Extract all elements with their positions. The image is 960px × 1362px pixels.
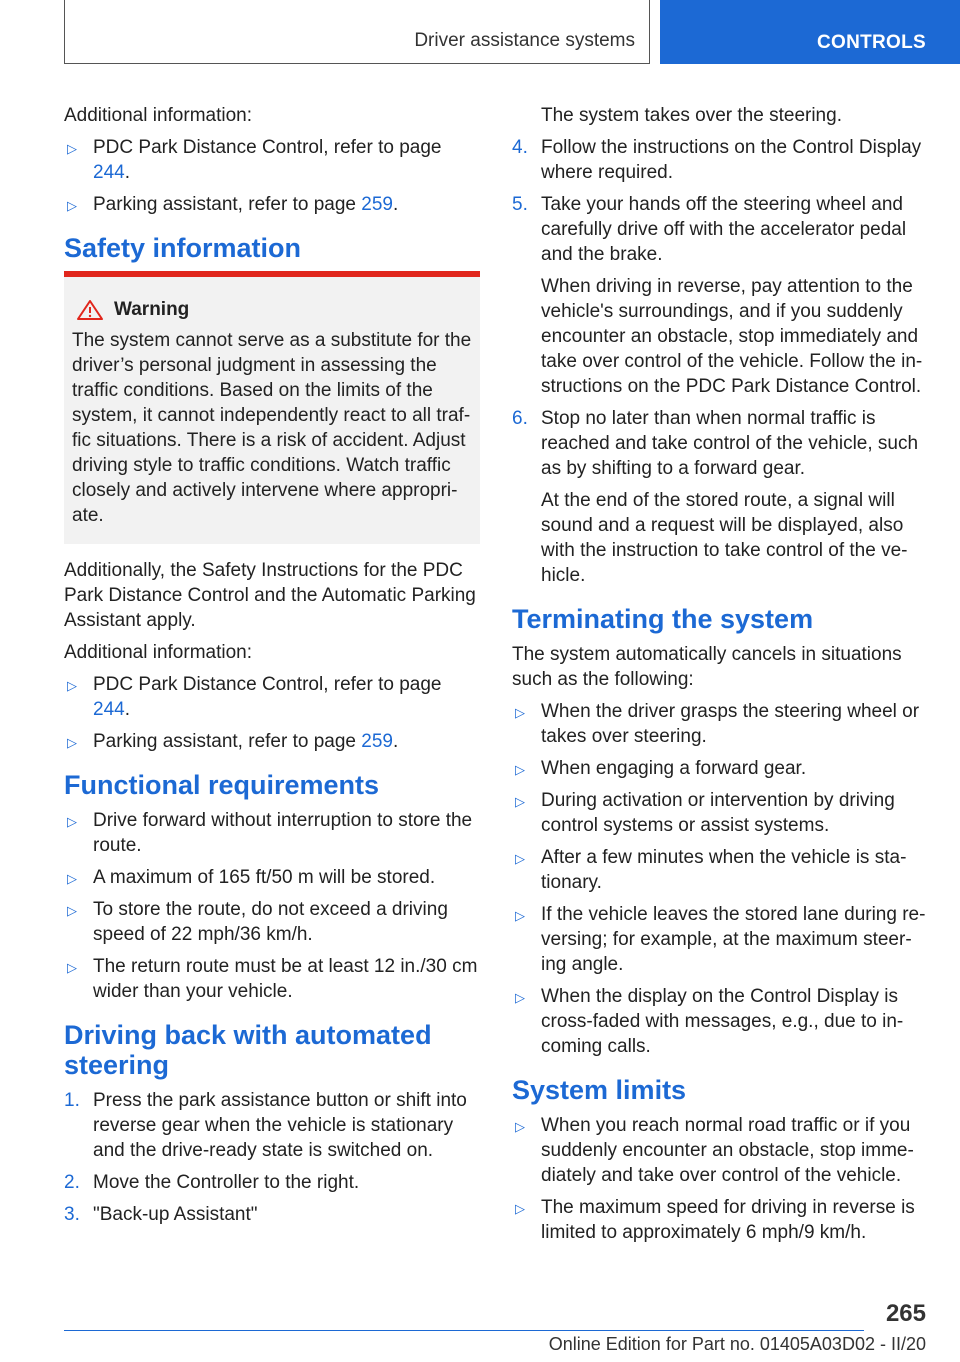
list-item: ▷ The return route must be at least 12 in./30 cm wider than your vehicle. xyxy=(67,956,478,1002)
step-item: 2. Move the Controller to the right. xyxy=(64,1172,360,1193)
list-item: ▷ Parking assistant, refer to page 259. xyxy=(64,729,480,754)
left-column xyxy=(64,103,480,1234)
intro-list xyxy=(64,135,480,217)
triangle-right-icon: ▷ xyxy=(515,705,525,720)
step-number: 5. xyxy=(512,194,528,215)
list-item: ▷ PDC Park Distance Control, refer to page 244. xyxy=(67,137,442,183)
step-number: 3. xyxy=(64,1204,80,1225)
terminating-list xyxy=(512,699,928,1059)
page-number: 265 xyxy=(885,1300,926,1327)
warning-body: The system cannot serve as a substitute for the driver’s personal judgment in assessing the traffic conditions. Based on the limits of the system, it cannot independently react to all traffic situations. There is a risk of accident. Adjust driving style to traffic conditions. Watch traffic closely and actively intervene where appropriate. xyxy=(72,330,472,526)
driving-back-heading: Driving back with automated steering xyxy=(64,1020,432,1080)
triangle-right-icon: ▷ xyxy=(67,960,77,975)
page-link[interactable]: 244 xyxy=(93,162,125,183)
list-item: ▷ The maximum speed for driving in reverse is limited to approximately 6 mph/9 km/h. xyxy=(515,1197,915,1243)
list-item: ▷ After a few minutes when the vehicle is stationary. xyxy=(515,847,907,893)
list-item: ▷ When engaging a forward gear. xyxy=(512,756,928,781)
list-item: ▷ When the driver grasps the steering wheel or takes over steering. xyxy=(515,701,920,747)
step-note: At the end of the stored route, a signal will sound and a request will be displayed, also with the instruction to take control of the vehicle. xyxy=(541,490,908,586)
list-item: ▷ When the display on the Control Display is cross-faded with messages, e.g., due to incoming calls. xyxy=(515,986,904,1057)
step-number: 4. xyxy=(512,137,528,158)
additional-info-label: Additional information: xyxy=(64,642,252,663)
footer-edition: Online Edition for Part no. 01405A03D02 - II/20 xyxy=(548,1334,926,1354)
steps-list-continued xyxy=(512,135,928,588)
header-section-tab[interactable] xyxy=(660,0,960,64)
list-item: ▷ Parking assistant, refer to page 259. xyxy=(64,192,480,217)
additional-info-label: Additional information: xyxy=(64,105,252,126)
terminating-heading: Terminating the system xyxy=(512,604,814,634)
list-item: ▷ If the vehicle leaves the stored lane during reversing; for example, at the maximum steering angle. xyxy=(515,904,926,975)
step-item: 6. Stop no later than when normal traffic is reached and take control of the vehicle, such as by shifting to a forward gear. At the end of the stored route, a signal will sound and a request will be displayed, also with the instruction to take control of the vehicle. xyxy=(512,406,928,588)
step-number: 1. xyxy=(64,1090,80,1111)
info-list xyxy=(64,672,480,754)
list-item: ▷ Drive forward without interruption to store the route. xyxy=(67,810,473,856)
warning-title: Warning xyxy=(114,299,190,320)
step-note: When driving in reverse, pay attention to the vehicle's surroundings, and if you suddenly encounter an obstacle, stop immediately and take over control of the vehicle. Follow the instructions on the PDC Park Distance Control. xyxy=(541,276,923,397)
list-item: ▷ During activation or intervention by driving control systems or assist systems. xyxy=(515,790,895,836)
step-item: 4. Follow the instructions on the Control Display where required. xyxy=(512,137,922,183)
warning-triangle-icon xyxy=(76,299,104,321)
triangle-right-icon: ▷ xyxy=(515,794,525,809)
steps-list xyxy=(64,1088,480,1227)
page-link[interactable]: 259 xyxy=(361,194,393,215)
list-item: ▷ A maximum of 165 ft/50 m will be stored. xyxy=(64,865,480,890)
triangle-right-icon: ▷ xyxy=(67,871,77,886)
list-item: ▷ PDC Park Distance Control, refer to page 244. xyxy=(67,674,442,720)
triangle-right-icon: ▷ xyxy=(515,1201,525,1216)
triangle-right-icon: ▷ xyxy=(515,762,525,777)
limits-list xyxy=(512,1113,928,1245)
triangle-right-icon: ▷ xyxy=(67,814,77,829)
triangle-right-icon: ▷ xyxy=(515,851,525,866)
triangle-right-icon: ▷ xyxy=(67,903,77,918)
triangle-right-icon: ▷ xyxy=(67,735,77,750)
system-limits-heading: System limits xyxy=(512,1075,687,1105)
requirements-list xyxy=(64,808,480,1004)
step-number: 2. xyxy=(64,1172,80,1193)
list-item: ▷ To store the route, do not exceed a driving speed of 22 mph/36 km/h. xyxy=(67,899,448,945)
triangle-right-icon: ▷ xyxy=(67,141,77,156)
triangle-right-icon: ▷ xyxy=(515,990,525,1005)
safety-paragraph: Additionally, the Safety Instructions for the PDC Park Distance Control and the Automatic Parking Assistant apply. xyxy=(64,560,476,631)
step-item: 1. Press the park assistance button or shift into reverse gear when the vehicle is stationary and the drive-ready state is switched on. xyxy=(64,1090,467,1161)
triangle-right-icon: ▷ xyxy=(515,1119,525,1134)
step-number: 6. xyxy=(512,408,528,429)
header-chapter-box xyxy=(64,0,650,64)
step-continuation: The system takes over the steering. xyxy=(541,105,842,126)
functional-requirements-heading: Functional requirements xyxy=(64,770,380,800)
triangle-right-icon: ▷ xyxy=(515,908,525,923)
warning-box xyxy=(64,271,480,544)
safety-heading: Safety information xyxy=(64,233,302,263)
step-item: 3. "Back-up Assistant" xyxy=(64,1204,258,1225)
chapter-title: Driver assistance systems xyxy=(414,30,635,51)
terminating-intro: The system automatically cancels in situations such as the following: xyxy=(512,644,902,690)
step-item: 5. Take your hands off the steering wheel and carefully drive off with the accelerator pedal and the brake. When driving in reverse, pay attention to the vehicle's surroundings, and if you suddenly encounter an obstacle, stop immediately and take over control of the vehicle. Follow the instructions on the PDC Park Distance Control. xyxy=(512,192,928,399)
footer-divider xyxy=(64,1330,864,1331)
list-item: ▷ When you reach normal road traffic or if you suddenly encounter an obstacle, stop immediately and take over control of the vehicle. xyxy=(515,1115,914,1186)
right-column xyxy=(512,103,928,1252)
triangle-right-icon: ▷ xyxy=(67,678,77,693)
warning-header xyxy=(72,297,473,322)
section-label: CONTROLS xyxy=(816,32,926,53)
page-link[interactable]: 259 xyxy=(361,731,393,752)
triangle-right-icon: ▷ xyxy=(67,198,77,213)
page-link[interactable]: 244 xyxy=(93,699,125,720)
